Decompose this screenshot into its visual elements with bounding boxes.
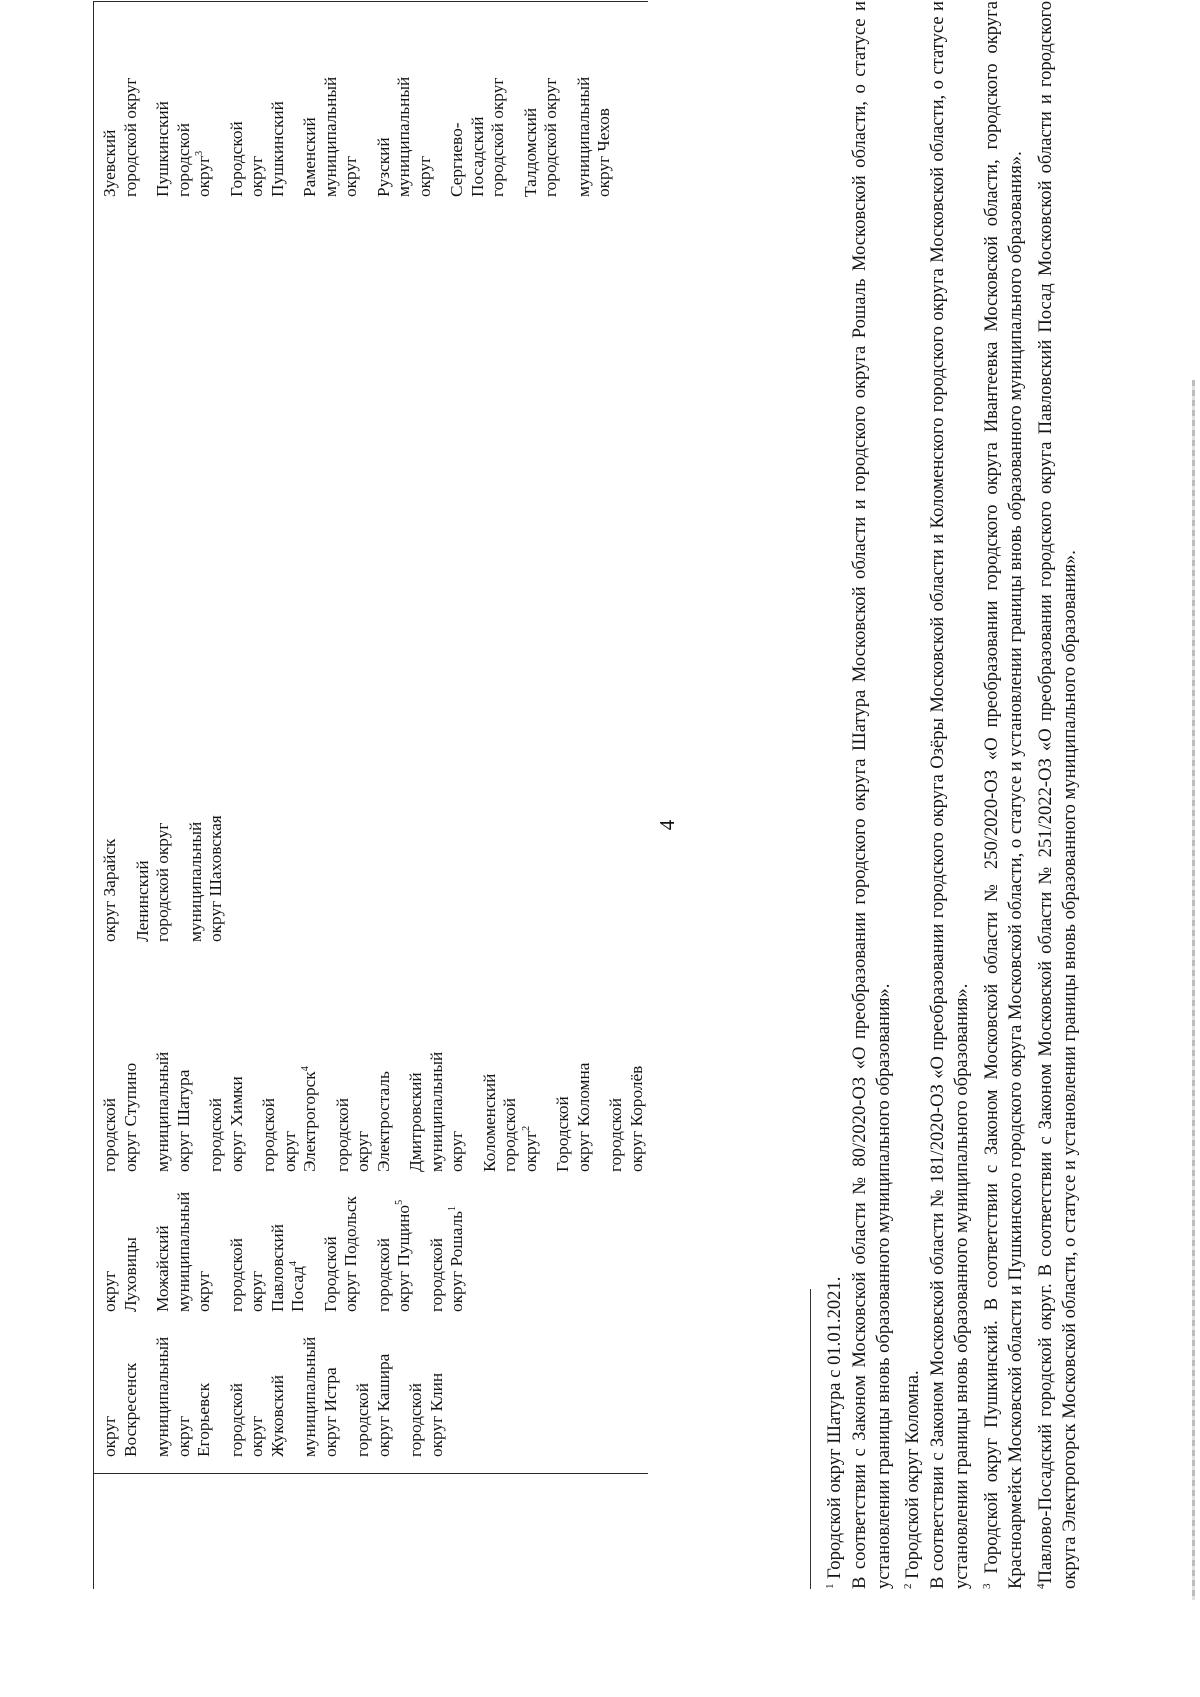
table-cell [333, 1071, 395, 1172]
table-cell [206, 1076, 247, 1172]
cell-line: округ Истра [320, 1367, 340, 1457]
cell-line: городской [206, 1098, 225, 1172]
cell-line: округ Подольск [341, 1196, 360, 1312]
footnote-2: $^2$ Городской округ Коломна. [902, 1370, 924, 1589]
cell-line: городской округ [541, 77, 560, 197]
table-cell [153, 1052, 194, 1172]
cell-line: Жуковский [267, 1374, 287, 1457]
cell-line: Электрогорск$^4$ [300, 1066, 319, 1172]
table-cell [374, 77, 436, 197]
cell-line: городской [353, 1383, 372, 1457]
cell-line: Зуевский [100, 129, 119, 197]
table-cell [406, 1373, 447, 1457]
cell-line: городской [426, 1238, 446, 1312]
cell-line: округ [247, 155, 266, 197]
cell-line: округ [247, 1270, 266, 1312]
cell-line: Павловский [267, 1224, 287, 1312]
footnote-2-text: В соответствии с Законом Московской области № 181/2020-ОЗ «О преобразовании городского округа Озёры Московской области и Коломенского городского округа Московской области, о статусе и установлении границы вновь образованного муниципального образования». [927, 1, 973, 1589]
cell-line: муниципальный [153, 1336, 172, 1457]
footnote-1: $^1$ Городской округ Шатура с 01.01.2021. [824, 1276, 846, 1589]
cell-line: Городской [226, 121, 246, 197]
cell-line: Ленинский [132, 860, 152, 942]
table-cell [553, 1063, 594, 1172]
cell-line: городской округ [120, 77, 140, 197]
table-cell [300, 1337, 341, 1457]
cell-line: округ Королёв [626, 1065, 646, 1172]
table-cell [100, 1063, 141, 1172]
table-cell [427, 1206, 468, 1312]
cell-line: городской [226, 1238, 246, 1312]
footnote-mark: 4 [300, 1066, 312, 1072]
cell-line: округ Клин [426, 1372, 446, 1457]
table-cell [300, 77, 362, 197]
cell-line: муниципальный [300, 1336, 319, 1457]
cell-line: округ [100, 1270, 119, 1312]
cell-line: муниципальный [320, 76, 340, 197]
scan-edge-strip [1192, 380, 1195, 1600]
cell-line: округ Коломна [573, 1062, 593, 1172]
cell-line: Можайский [153, 1225, 172, 1312]
footnote-3: $^3$ Городской округ Пушкинский. В соответствии с Законом Московской области № 250/2020-ОЗ «О преобразовании городского округа Ивантеевка Московской области, городского округа Красноармейск Московской области и Пушкинского городского округа Московской области, о статусе и установлении границы вновь образованного муниципального образования». [980, 1, 1027, 1589]
table-cell [100, 1363, 141, 1457]
table-cell [374, 1200, 415, 1312]
table-cell [227, 1224, 309, 1312]
cell-line: округ Рошаль$^1$ [447, 1206, 466, 1312]
cell-line: городской [332, 1098, 352, 1172]
cell-line: муниципальный [185, 821, 205, 942]
cell-line: округ Пущино$^5$ [394, 1199, 413, 1312]
cell-line: округ Химки [226, 1076, 246, 1172]
cell-line: городской [373, 1238, 393, 1312]
cell-line: муниципальный [394, 76, 413, 197]
table-cell [153, 101, 215, 197]
cell-line: округ [279, 1130, 299, 1172]
cell-line: округ$^2$ [520, 1125, 540, 1172]
table-cell [606, 1066, 647, 1172]
cell-line: округ Ступино [120, 1062, 140, 1172]
cell-line: округ Зарайск [100, 838, 119, 942]
table-cell [100, 78, 141, 197]
table-cell [186, 815, 227, 942]
cell-line: городской [100, 1098, 119, 1172]
table-cell [480, 1074, 542, 1172]
table-cell [227, 101, 289, 197]
table-cell [321, 1196, 362, 1312]
cell-line: Пушкинский [153, 101, 172, 197]
cell-line: округ [100, 1415, 119, 1457]
table-cell [153, 1337, 215, 1457]
cell-line: округ [414, 155, 434, 197]
cell-line: муниципальный [426, 1051, 446, 1172]
page-number: 4 [655, 819, 679, 831]
cell-line: округ Чехов [594, 108, 613, 197]
table-cell [259, 1066, 321, 1172]
cell-line: округ [247, 1415, 266, 1457]
cell-line: Дмитровский [406, 1072, 425, 1172]
cell-line: Городской [553, 1096, 572, 1172]
cell-line: городской [226, 1383, 246, 1457]
table-column-divider [93, 1473, 648, 1474]
cell-line: округ Шаховская [206, 815, 225, 942]
cell-line: округ [353, 1130, 372, 1172]
footnote-4: $^4$Павлово-Посадский городской округ. В соответствии с Законом Московской области № 251/2022-ОЗ «О преобразовании городского округа Павловский Посад Московской области и городского округа Электрогорск Московской области, о статусе и установлении границы вновь образованного муниципального образования». [1034, 1, 1081, 1589]
cell-line: округ Шатура [173, 1069, 193, 1172]
cell-line: Талдомский [520, 107, 540, 197]
cell-line: округ [447, 1130, 466, 1172]
cell-line: Посад$^4$ [288, 1261, 307, 1312]
cell-line: Электросталь [373, 1071, 393, 1172]
footnote-mark: 3 [194, 150, 206, 156]
cell-line: городской округ [153, 822, 172, 942]
footnote-mark: 4 [288, 1261, 300, 1267]
footnote-mark: 2 [520, 1125, 532, 1131]
cell-line: городской [406, 1383, 425, 1457]
cell-line: муниципальный [153, 1051, 172, 1172]
cell-line: Коломенский [479, 1073, 499, 1172]
footnote-separator [810, 1289, 811, 1589]
cell-line: округ [194, 1270, 213, 1312]
table-cell [353, 1354, 394, 1457]
table-cell [227, 1375, 289, 1457]
table-cell [447, 78, 509, 197]
cell-line: Раменский [300, 117, 319, 197]
table-cell [100, 1237, 141, 1312]
footnote-mark: 1 [447, 1206, 459, 1212]
cell-line: округ [341, 155, 360, 197]
cell-line: округ$^3$ [194, 150, 213, 197]
cell-line: Луховицы [120, 1237, 140, 1312]
cell-line: Егорьевск [194, 1382, 213, 1457]
cell-line: городской [606, 1098, 625, 1172]
cell-line: городской [500, 1098, 519, 1172]
table-cell [574, 77, 615, 197]
footnote-mark: 5 [394, 1199, 406, 1205]
table-cell [133, 823, 174, 942]
cell-line: Сергиево- [447, 122, 466, 197]
cell-line: Рузский [373, 137, 393, 197]
table-cell [100, 839, 121, 942]
footnotes [818, 1, 1083, 1589]
cell-line: округ [173, 1415, 193, 1457]
footnote-1-text: В соответствии с Законом Московской области № 80/2020-ОЗ «О преобразовании городского округа Шатура Московской области и городского округа Рошаль Московской области, о статусе и установлении границы вновь образованного муниципального образования». [848, 1, 894, 1589]
cell-line: Городской [320, 1236, 340, 1312]
cell-line: муниципальный [173, 1191, 193, 1312]
cell-line: городской [173, 123, 193, 197]
cell-line: округ Кашира [373, 1353, 393, 1457]
cell-line: Пушкинский [267, 101, 287, 197]
table-cell [153, 1192, 215, 1312]
cell-line: муниципальный [573, 76, 593, 197]
cell-line: Посадский [467, 116, 487, 197]
cell-line: городской округ [488, 77, 507, 197]
table-cell [406, 1052, 468, 1172]
table-cell [521, 78, 562, 197]
cell-line: Воскресенск [120, 1362, 140, 1457]
cell-line: городской [259, 1098, 278, 1172]
